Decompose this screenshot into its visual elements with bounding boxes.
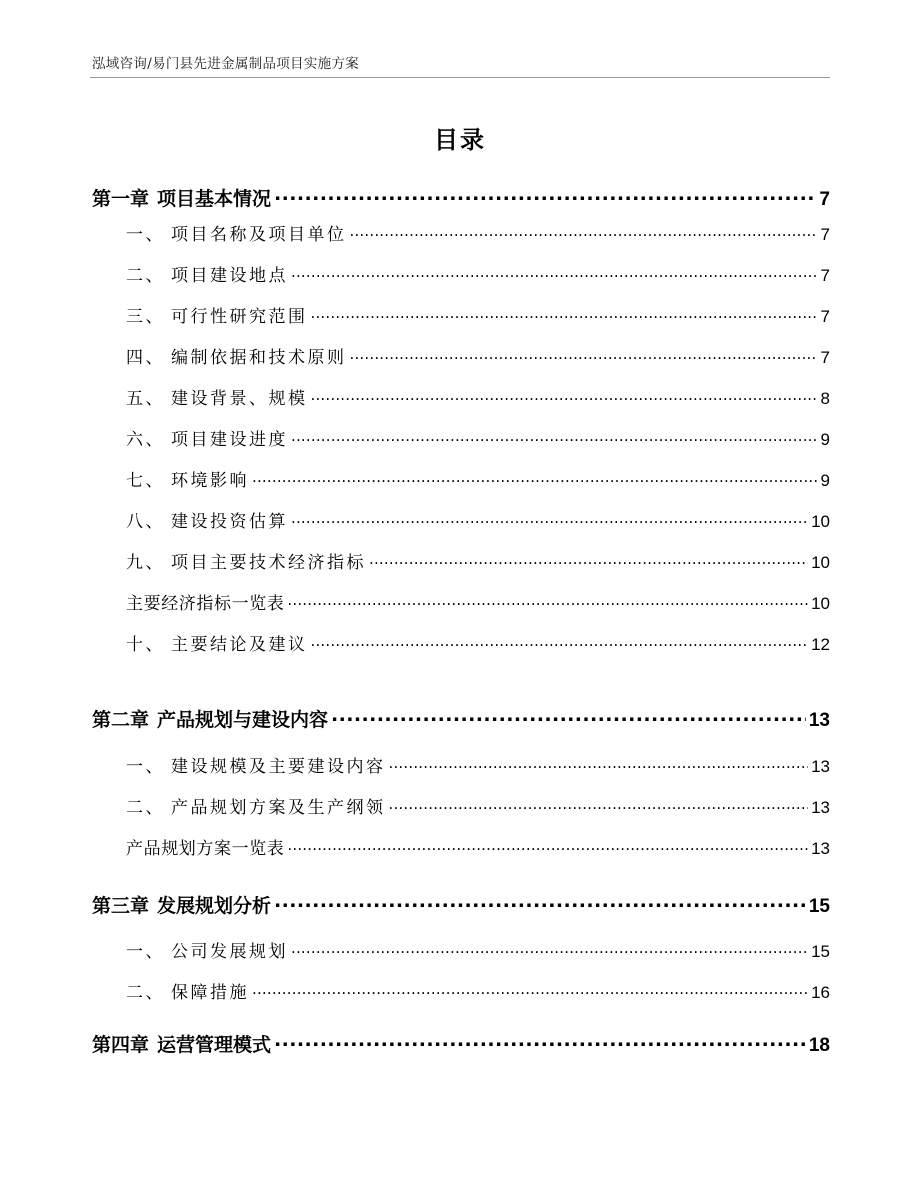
toc-entry-page-number: 13 <box>811 757 830 776</box>
toc-entry-section[interactable] <box>126 548 830 573</box>
toc-entry-section[interactable] <box>126 978 830 1003</box>
toc-entry-section[interactable] <box>126 302 830 327</box>
toc-entry-page-number: 7 <box>820 225 830 244</box>
toc-entry-label <box>126 302 308 327</box>
toc-entry-section[interactable] <box>126 752 830 777</box>
running-header: 泓域咨询/易门县先进金属制品项目实施方案 <box>92 56 360 72</box>
toc-entry-label <box>126 425 288 450</box>
toc-entry-text: 建设背景、规模 <box>171 389 308 409</box>
header-divider <box>90 77 830 78</box>
toc-entry-number: 十、 <box>126 635 165 655</box>
toc-entry-page-number: 13 <box>811 839 830 858</box>
toc-entry-text: 产品规划方案及生产纲领 <box>171 798 386 818</box>
toc-entry-text: 运营管理模式 <box>157 1034 272 1056</box>
toc-entry-table-entry[interactable] <box>126 834 830 859</box>
toc-entry-section[interactable] <box>126 261 830 286</box>
dot-leader <box>274 186 816 205</box>
toc-entry-page-number: 9 <box>820 430 830 449</box>
toc-entry-section[interactable] <box>126 425 830 450</box>
toc-entry-page-number: 8 <box>820 389 830 408</box>
toc-entry-page-number: 12 <box>811 635 830 654</box>
dot-leader <box>291 264 818 281</box>
dot-leader <box>331 707 806 726</box>
toc-entry-page-number: 7 <box>820 307 830 326</box>
toc-entry-chapter[interactable] <box>92 891 830 918</box>
dot-leader <box>291 510 808 527</box>
dot-leader <box>389 796 809 813</box>
toc-entry-chapter[interactable] <box>92 184 830 211</box>
toc-entry-number: 四、 <box>126 348 165 368</box>
toc-entry-text: 项目建设地点 <box>171 266 288 286</box>
toc-entry-number: 第四章 <box>92 1034 150 1056</box>
toc-entry-label <box>126 937 288 962</box>
toc-entry-text: 产品规划与建设内容 <box>157 709 329 731</box>
toc-entry-label <box>126 589 284 614</box>
dot-leader <box>350 223 818 240</box>
toc-entry-section[interactable] <box>126 937 830 962</box>
dot-leader <box>350 346 818 363</box>
toc-entry-label <box>126 507 288 532</box>
toc-entry-page-number: 7 <box>820 348 830 367</box>
toc-entry-section[interactable] <box>126 507 830 532</box>
toc-entry-page-number: 10 <box>811 553 830 572</box>
toc-entry-text: 主要经济指标一览表 <box>126 594 285 614</box>
dot-leader <box>287 592 808 609</box>
toc-entry-number: 五、 <box>126 389 165 409</box>
toc-entry-number: 六、 <box>126 430 165 450</box>
dot-leader <box>389 755 809 772</box>
toc-entry-page-number: 16 <box>811 983 830 1002</box>
toc-entry-text: 产品规划方案一览表 <box>126 839 285 859</box>
toc-entry-section[interactable] <box>126 630 830 655</box>
toc-entry-text: 项目建设进度 <box>171 430 288 450</box>
toc-entry-page-number: 15 <box>808 896 830 917</box>
toc-entry-number: 三、 <box>126 307 165 327</box>
toc-entry-page-number: 13 <box>808 710 830 731</box>
toc-entry-number: 二、 <box>126 983 165 1003</box>
toc-entry-text: 项目基本情况 <box>157 188 272 210</box>
toc-entry-text: 建设规模及主要建设内容 <box>171 757 386 777</box>
toc-entry-number: 一、 <box>126 225 165 245</box>
toc-entry-chapter[interactable] <box>92 705 830 732</box>
toc-entry-label <box>126 793 386 818</box>
dot-leader <box>252 469 818 486</box>
toc-entry-text: 建设投资估算 <box>171 512 288 532</box>
toc-entry-label <box>126 384 308 409</box>
toc-entry-text: 公司发展规划 <box>171 942 288 962</box>
dot-leader <box>287 837 808 854</box>
toc-entry-page-number: 13 <box>811 798 830 817</box>
toc-entry-number: 一、 <box>126 757 165 777</box>
toc-entry-page-number: 15 <box>811 942 830 961</box>
toc-entry-page-number: 10 <box>811 512 830 531</box>
toc-entry-section[interactable] <box>126 220 830 245</box>
toc-entry-text: 可行性研究范围 <box>171 307 308 327</box>
toc-entry-number: 二、 <box>126 798 165 818</box>
toc-entry-page-number: 10 <box>811 594 830 613</box>
toc-entry-text: 项目主要技术经济指标 <box>171 553 366 573</box>
dot-leader <box>274 893 806 912</box>
toc-entry-label <box>126 630 308 655</box>
toc-entry-number: 七、 <box>126 471 165 491</box>
toc-entry-label <box>126 343 347 368</box>
dot-leader <box>311 387 818 404</box>
dot-leader <box>291 428 818 445</box>
toc-entry-label <box>126 261 288 286</box>
toc-entry-chapter[interactable] <box>92 1030 830 1057</box>
dot-leader <box>274 1032 806 1051</box>
toc-entry-label <box>126 834 284 859</box>
toc-entry-label <box>126 466 249 491</box>
dot-leader <box>311 633 809 650</box>
dot-leader <box>252 981 808 998</box>
toc-entry-text: 发展规划分析 <box>157 895 272 917</box>
toc-entry-number: 一、 <box>126 942 165 962</box>
toc-entry-number: 第一章 <box>92 188 150 210</box>
toc-entry-text: 保障措施 <box>171 983 249 1003</box>
toc-entry-text: 项目名称及项目单位 <box>171 225 347 245</box>
toc-entry-text: 主要结论及建议 <box>171 635 308 655</box>
toc-entry-page-number: 7 <box>819 189 830 210</box>
dot-leader <box>291 940 808 957</box>
toc-entry-number: 九、 <box>126 553 165 573</box>
toc-entry-label <box>92 891 271 918</box>
toc-entry-label <box>126 220 347 245</box>
toc-title: 目录 <box>434 125 486 154</box>
toc-entry-number: 第二章 <box>92 709 150 731</box>
toc-entry-section[interactable] <box>126 384 830 409</box>
toc-entry-label <box>92 1030 271 1057</box>
toc-entry-label <box>126 752 386 777</box>
toc-entry-page-number: 18 <box>808 1035 830 1056</box>
toc-entry-label <box>126 548 366 573</box>
toc-entry-text: 环境影响 <box>171 471 249 491</box>
toc-entry-section[interactable] <box>126 466 830 491</box>
toc-entry-label <box>126 978 249 1003</box>
toc-entry-number: 二、 <box>126 266 165 286</box>
toc-entry-page-number: 9 <box>820 471 830 490</box>
dot-leader <box>369 551 808 568</box>
toc-entry-page-number: 7 <box>820 266 830 285</box>
toc-entry-text: 编制依据和技术原则 <box>171 348 347 368</box>
toc-entry-table-entry[interactable] <box>126 589 830 614</box>
dot-leader <box>311 305 818 322</box>
toc-entry-section[interactable] <box>126 793 830 818</box>
toc-entry-section[interactable] <box>126 343 830 368</box>
toc-entry-number: 八、 <box>126 512 165 532</box>
toc-entry-number: 第三章 <box>92 895 150 917</box>
toc-entry-label <box>92 705 328 732</box>
toc-entry-label <box>92 184 271 211</box>
